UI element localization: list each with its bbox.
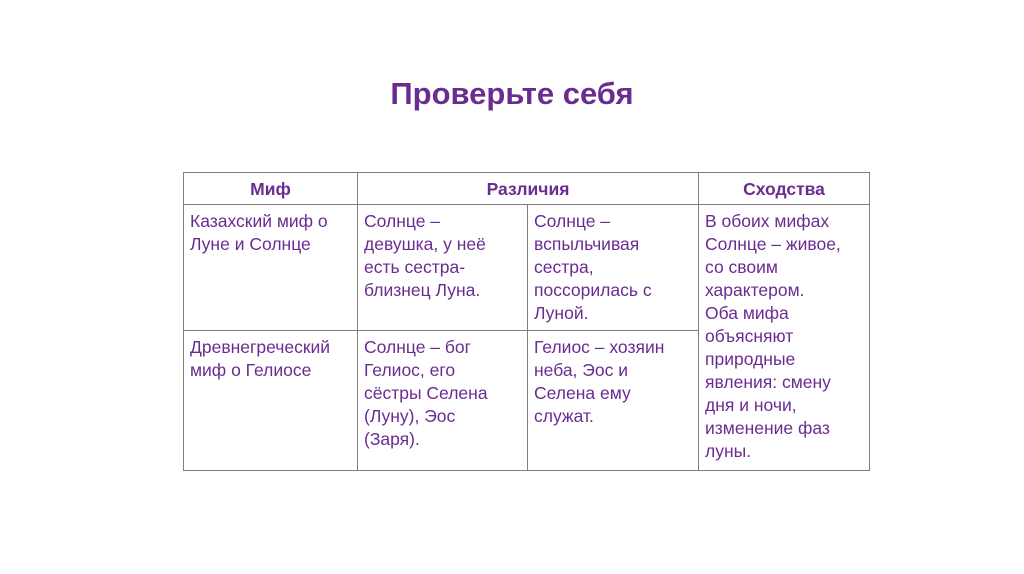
- myth-cell: [184, 205, 358, 331]
- cell-text-line: Селена ему: [534, 383, 631, 403]
- cell-text-line: вспыльчивая: [534, 234, 640, 254]
- cell-text-line: Солнце – бог: [364, 337, 472, 357]
- cell-text-line: (Заря).: [364, 429, 420, 449]
- comparison-table: [183, 172, 870, 471]
- cell-text-line: Луной.: [534, 303, 589, 323]
- cell-text-line: сестра,: [534, 257, 594, 277]
- cell-text-line: характером.: [705, 280, 805, 300]
- cell-text-line: В обоих мифах: [705, 211, 830, 231]
- cell-text-line: объясняют: [705, 326, 794, 346]
- difference-cell: [358, 205, 528, 331]
- header-differences: Различия: [358, 173, 699, 205]
- difference-cell: [528, 331, 699, 471]
- cell-text-line: неба, Эос и: [534, 360, 628, 380]
- cell-text-line: Казахский миф о: [190, 211, 328, 231]
- cell-text-line: дня и ночи,: [705, 395, 797, 415]
- cell-text-line: Оба мифа: [705, 303, 789, 323]
- cell-text-line: есть сестра-: [364, 257, 466, 277]
- cell-text-line: Солнце –: [364, 211, 441, 231]
- slide-title: Проверьте себя: [390, 76, 634, 111]
- cell-text-line: (Луну), Эос: [364, 406, 456, 426]
- cell-text-line: Солнце – живое,: [705, 234, 841, 254]
- header-myth: Миф: [184, 173, 358, 205]
- cell-text-line: Луне и Солнце: [190, 234, 311, 254]
- cell-text-line: природные: [705, 349, 796, 369]
- cell-text-line: со своим: [705, 257, 778, 277]
- cell-text-line: Гелиос – хозяин: [534, 337, 665, 357]
- cell-text-line: изменение фаз: [705, 418, 830, 438]
- myth-cell: [184, 331, 358, 471]
- cell-text-line: Солнце –: [534, 211, 611, 231]
- header-similarities: Сходства: [699, 173, 870, 205]
- cell-text-line: близнец Луна.: [364, 280, 481, 300]
- cell-text-line: сёстры Селена: [364, 383, 488, 403]
- cell-text-line: поссорилась с: [534, 280, 652, 300]
- cell-text-line: Гелиос, его: [364, 360, 456, 380]
- cell-text-line: миф о Гелиосе: [190, 360, 312, 380]
- similarities-cell: [699, 205, 870, 471]
- cell-text-line: Древнегреческий: [190, 337, 331, 357]
- table-header-row: [184, 173, 870, 205]
- difference-cell: [528, 205, 699, 331]
- table-row: [184, 205, 870, 331]
- cell-text-line: служат.: [534, 406, 594, 426]
- difference-cell: [358, 331, 528, 471]
- cell-text-line: луны.: [705, 441, 752, 461]
- cell-text-line: явления: смену: [705, 372, 831, 392]
- cell-text-line: девушка, у неё: [364, 234, 486, 254]
